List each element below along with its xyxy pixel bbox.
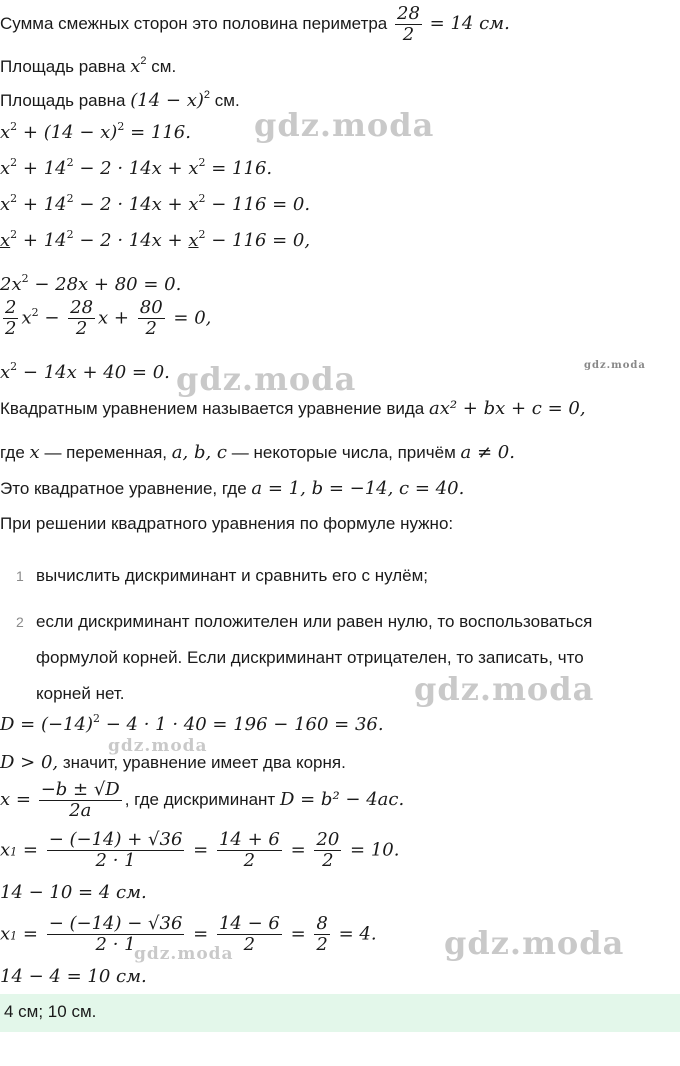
area-line-2: Площадь равна $(14 - x)^2$ см. — [0, 89, 240, 111]
watermark: gdz.moda — [584, 360, 646, 371]
watermark: gdz.moda — [108, 736, 208, 756]
definition-line-1: Квадратным уравнением называется уравнение вида ax² + bx + c = 0, — [0, 398, 586, 419]
equation-1: $x^2 + (14 - x)^2 = 116$. — [0, 120, 191, 143]
coefficients-line: Это квадратное уравнение, где a = 1, b = −14, c = 40. — [0, 478, 465, 499]
discriminant-line: $D = (-14)^2 - 4 \cdot 1 \cdot 40 = 196 - 160 = 36$. — [0, 712, 384, 735]
root-2-line: x1 = $\frac{- (-14) - √36}{2 \cdot 1}$ = $\frac{14 - 6}{2}$ = $\frac{8}{2}$ = 4. — [0, 913, 377, 955]
equation-3: $x^2 + 14^2 - 2 \cdot 14x + x^2 - 116 = 0$. — [0, 192, 311, 215]
side-2-line: 14 − 4 = 10 см. — [0, 966, 147, 987]
step-2-text-2: формулой корней. Если дискриминант отрицателен, то записать, что — [36, 648, 584, 667]
answer-text: 4 см; 10 см. — [4, 1002, 97, 1021]
watermark: gdz.moda — [176, 360, 357, 398]
watermark: gdz.moda — [254, 106, 435, 144]
formula-intro: При решении квадратного уравнения по формуле нужно: — [0, 514, 454, 533]
perimeter-line: Сумма смежных сторон это половина периметра $\frac{28}{2}$ = 14 см. — [0, 3, 510, 45]
step-1-number: 1 — [16, 568, 24, 584]
discriminant-positive: D > 0, значит, уравнение имеет два корня. — [0, 752, 346, 773]
equation-6: $\frac{2}{2}$ $x^2$ − $\frac{28}{2}$ x + $\frac{80}{2}$ = 0, — [5, 297, 212, 339]
definition-line-2: где x — переменная, a, b, c — некоторые числа, причём a ≠ 0. — [0, 442, 515, 463]
watermark: gdz.moda — [134, 944, 234, 964]
equation-7: $x^2 - 14x + 40 = 0$. — [0, 360, 170, 383]
step-2-text-3: корней нет. — [36, 684, 125, 703]
step-2-number: 2 — [16, 614, 24, 630]
step-2-text-1: если дискриминант положителен или равен нулю, то воспользоваться — [36, 612, 593, 631]
side-1-line: 14 − 10 = 4 см. — [0, 882, 147, 903]
step-1-text: вычислить дискриминант и сравнить его с нулём; — [36, 566, 429, 585]
fraction: $\frac{28}{2}$ — [397, 3, 420, 45]
watermark: gdz.moda — [444, 924, 625, 962]
area-line-1: Площадь равна $x^2$ см. — [0, 55, 177, 77]
answer-box — [0, 994, 680, 1032]
watermark: gdz.moda — [414, 670, 595, 708]
root-1-line: x1 = $\frac{- (-14) + √36}{2 \cdot 1}$ = $\frac{14 + 6}{2}$ = $\frac{20}{2}$ = 10. — [0, 829, 400, 871]
equation-5: $2x^2 - 28x + 80 = 0$. — [0, 272, 182, 295]
root-formula: x = $\frac{-b \pm √D}{2a}$ , где дискриминант D = b² − 4ac. — [0, 779, 405, 821]
equation-4: $x^2 + 14^2 - 2 \cdot 14x + x^2 - 116 = 0$, — [0, 228, 311, 251]
equation-2: $x^2 + 14^2 - 2 \cdot 14x + x^2 = 116$. — [0, 156, 273, 179]
